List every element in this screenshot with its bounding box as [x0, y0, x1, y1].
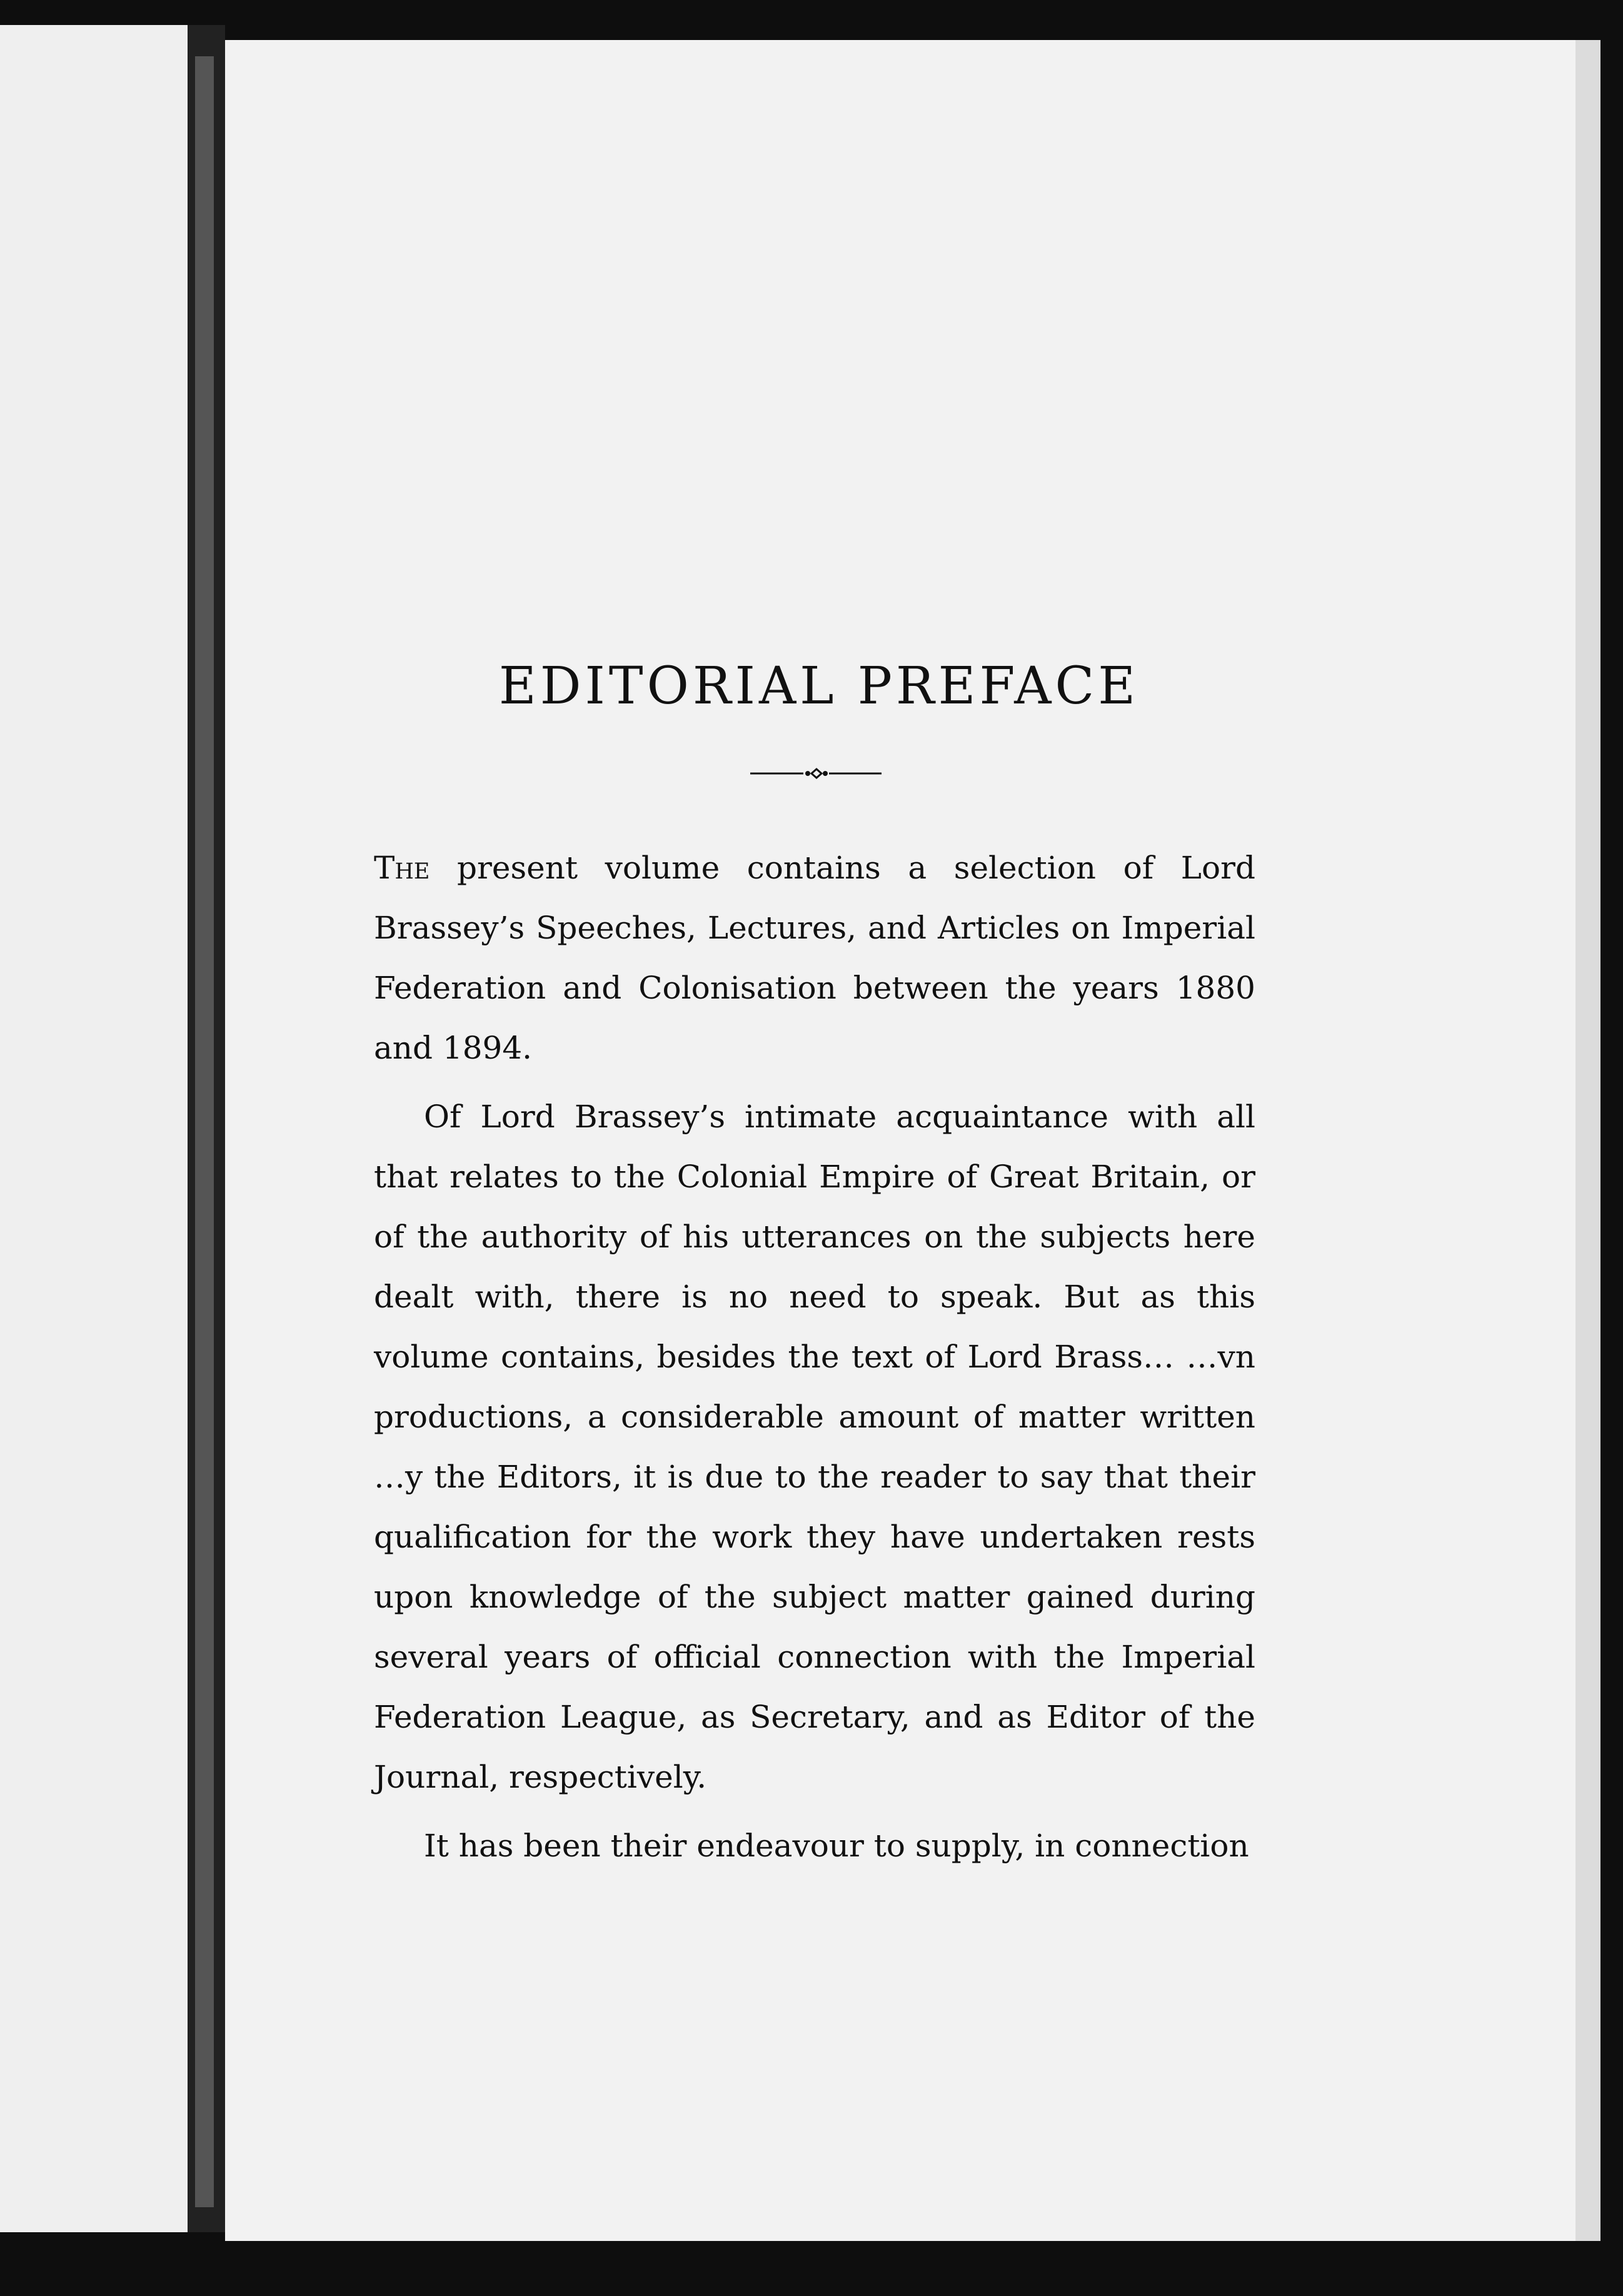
paragraph-1-text: present volume contains a selection of Lord Brassey’s Speeches, Lectures, and Articles on Imperial Federation and Colonisation between the years 1880 and 1894. [374, 850, 1255, 1066]
paragraph-3-text: It has been their endeavour to supply, in connection [424, 1828, 1249, 1864]
preface-body [374, 838, 1255, 1885]
paragraph-2 [374, 1087, 1255, 1807]
paragraph-3 [374, 1816, 1255, 1876]
page-title: EDITORIAL PREFACE [498, 657, 1140, 716]
paragraph-1-lead: The [374, 850, 430, 886]
left-page-edge [0, 25, 188, 2232]
right-page-edge [1575, 40, 1600, 2241]
paragraph-1 [374, 838, 1255, 1078]
ornament-divider-icon [750, 764, 882, 783]
paragraph-2-text: Of Lord Brassey’s intimate acquaintance with all that relates to the Colonial Empire of Great Britain, or of the authority of his utterances on the subjects here dealt with, there is no need to speak. But as this volume contains, besides the text of Lord Brass… …vn productions, a considerable amount of matter written …y the Editors, it is due to the reader to say that their qualification for the work they have undertaken rests upon knowledge of the subject matter gained during several years of official connection with the Imperial Federation League, as Secretary, and as Editor of the Journal, respectively. [374, 1099, 1255, 1795]
gutter-shadow [195, 56, 214, 2207]
